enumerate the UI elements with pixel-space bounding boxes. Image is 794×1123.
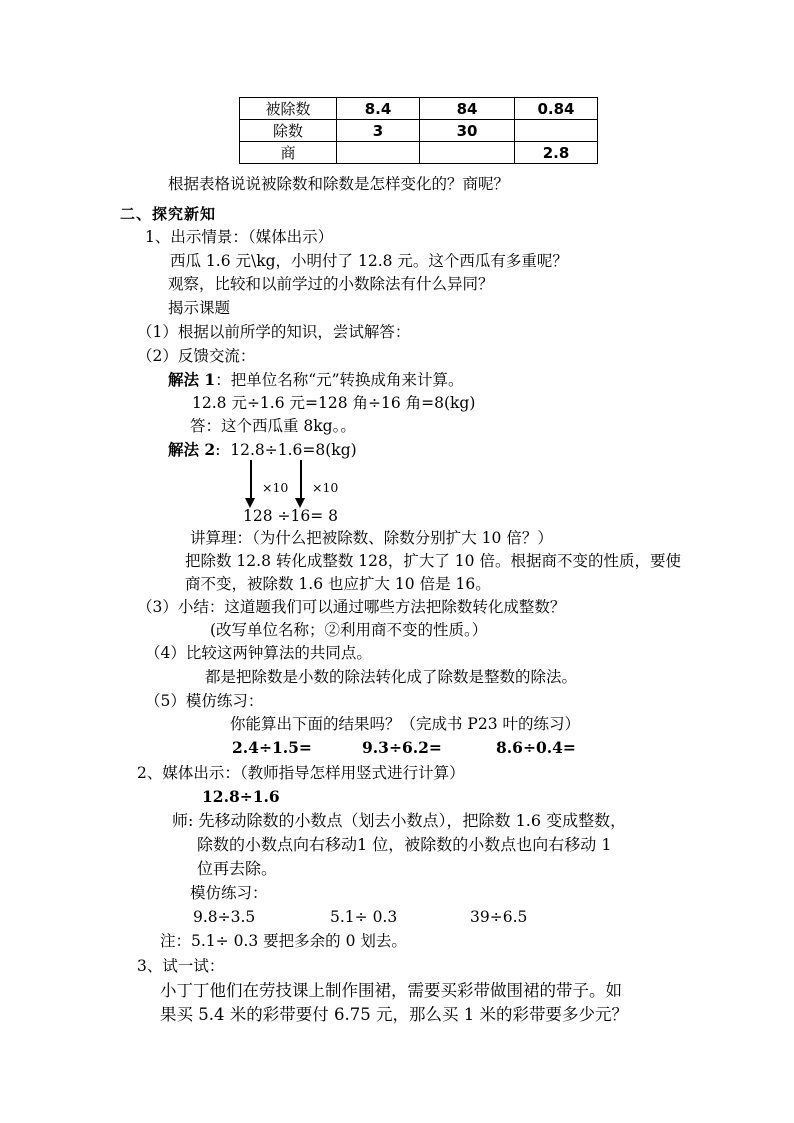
table-question: 根据表格说说被除数和除数是怎样变化的？商呢？ xyxy=(168,175,510,193)
table-cell: 8.4 xyxy=(337,98,420,120)
table-row xyxy=(240,120,598,142)
paragraph: 师: 先移动除数的小数点（划去小数点），把除数 1.6 变成整数， xyxy=(172,811,627,830)
table-cell xyxy=(420,142,515,164)
exercise: 39÷6.5 xyxy=(470,908,528,926)
paragraph: 讲算理：（为什么把被除数、除数分别扩大 10 倍？） xyxy=(190,529,553,547)
table-cell xyxy=(337,142,420,164)
calculation: 12.8÷1.6 xyxy=(202,787,280,806)
exercise: 5.1÷ 0.3 xyxy=(330,908,398,926)
step-heading: 1、出示情景：（媒体出示） xyxy=(145,228,334,246)
table-cell: 2.8 xyxy=(515,142,598,164)
table-cell xyxy=(515,120,598,142)
paragraph: 模仿练习： xyxy=(190,884,268,902)
paragraph: （2）反馈交流： xyxy=(137,347,256,365)
table-cell: 商 xyxy=(240,142,337,164)
method-2: 解法 2: 12.8÷1.6=8(kg) xyxy=(168,440,357,459)
exercise: 8.6÷0.4= xyxy=(496,738,576,757)
paragraph: 你能算出下面的结果吗？（完成书 P23 叶的练习） xyxy=(230,715,581,733)
table-cell: 30 xyxy=(420,120,515,142)
table-cell: 3 xyxy=(337,120,420,142)
paragraph: 揭示课题 xyxy=(168,299,231,317)
calculation: 12.8÷1.6=8(kg) xyxy=(230,441,357,459)
paragraph: 果买 5.4 米的彩带要付 6.75 元，那么买 1 米的彩带要多少元？ xyxy=(160,1005,628,1024)
table-cell: 84 xyxy=(420,98,515,120)
division-table xyxy=(239,97,598,164)
calculation-result: 128 ÷16= 8 xyxy=(243,507,338,525)
section-heading: 二、探究新知 xyxy=(120,205,217,223)
table-cell: 被除数 xyxy=(240,98,337,120)
paragraph: （5）模仿练习： xyxy=(145,692,264,710)
paragraph: 商不变，被除数 1.6 也应扩大 10 倍是 16。 xyxy=(185,575,491,593)
table-row xyxy=(240,98,598,120)
exercise: 9.3÷6.2= xyxy=(362,738,442,757)
step-heading: 2、媒体出示：（教师指导怎样用竖式进行计算） xyxy=(137,764,465,782)
calculation: 12.8 元÷1.6 元=128 角÷16 角=8(kg) xyxy=(192,394,476,412)
table-row xyxy=(240,142,598,164)
method-text: ：把单位名称“元”转换成角来计算。 xyxy=(215,371,464,389)
note: 注：5.1÷ 0.3 要把多余的 0 划去。 xyxy=(160,932,407,950)
paragraph: 观察，比较和以前学过的小数除法有什么异同？ xyxy=(168,275,494,293)
paragraph: 都是把除数是小数的除法转化成了除数是整数的除法。 xyxy=(205,668,578,686)
paragraph: （4）比较这两钟算法的共同点。 xyxy=(145,644,372,662)
method-1 xyxy=(168,370,464,390)
paragraph: （3）小结：这道题我们可以通过哪些方法把除数转化成整数？ xyxy=(137,598,566,616)
method-label: 解法 2 xyxy=(168,440,216,459)
paragraph: （1）根据以前所学的知识，尝试解答： xyxy=(137,323,411,341)
paragraph: 小丁丁他们在劳技课上制作围裙，需要买彩带做围裙的带子。如 xyxy=(160,981,622,1000)
table-cell: 0.84 xyxy=(515,98,598,120)
multiplier-label: ×10 xyxy=(262,480,289,495)
table-cell: 除数 xyxy=(240,120,337,142)
paragraph: 把除数 12.8 转化成整数 128，扩大了 10 倍。根据商不变的性质，要使 xyxy=(185,552,681,570)
exercise: 2.4÷1.5= xyxy=(232,738,312,757)
method-label: 解法 1 xyxy=(168,370,216,389)
problem-text: 西瓜 1.6 元\kg，小明付了 12.8 元。这个西瓜有多重呢？ xyxy=(170,252,568,270)
paragraph: (改写单位名称；②利用商不变的性质。） xyxy=(210,621,488,639)
exercise: 9.8÷3.5 xyxy=(193,908,256,926)
answer: 答：这个西瓜重 8kg。。 xyxy=(190,417,356,435)
step-heading: 3、试一试： xyxy=(137,957,225,975)
multiplier-label: ×10 xyxy=(312,480,339,495)
paragraph: 位再去除。 xyxy=(197,859,278,878)
paragraph: 除数的小数点向右移动1 位，被除数的小数点也向右移动 1 xyxy=(197,835,612,854)
